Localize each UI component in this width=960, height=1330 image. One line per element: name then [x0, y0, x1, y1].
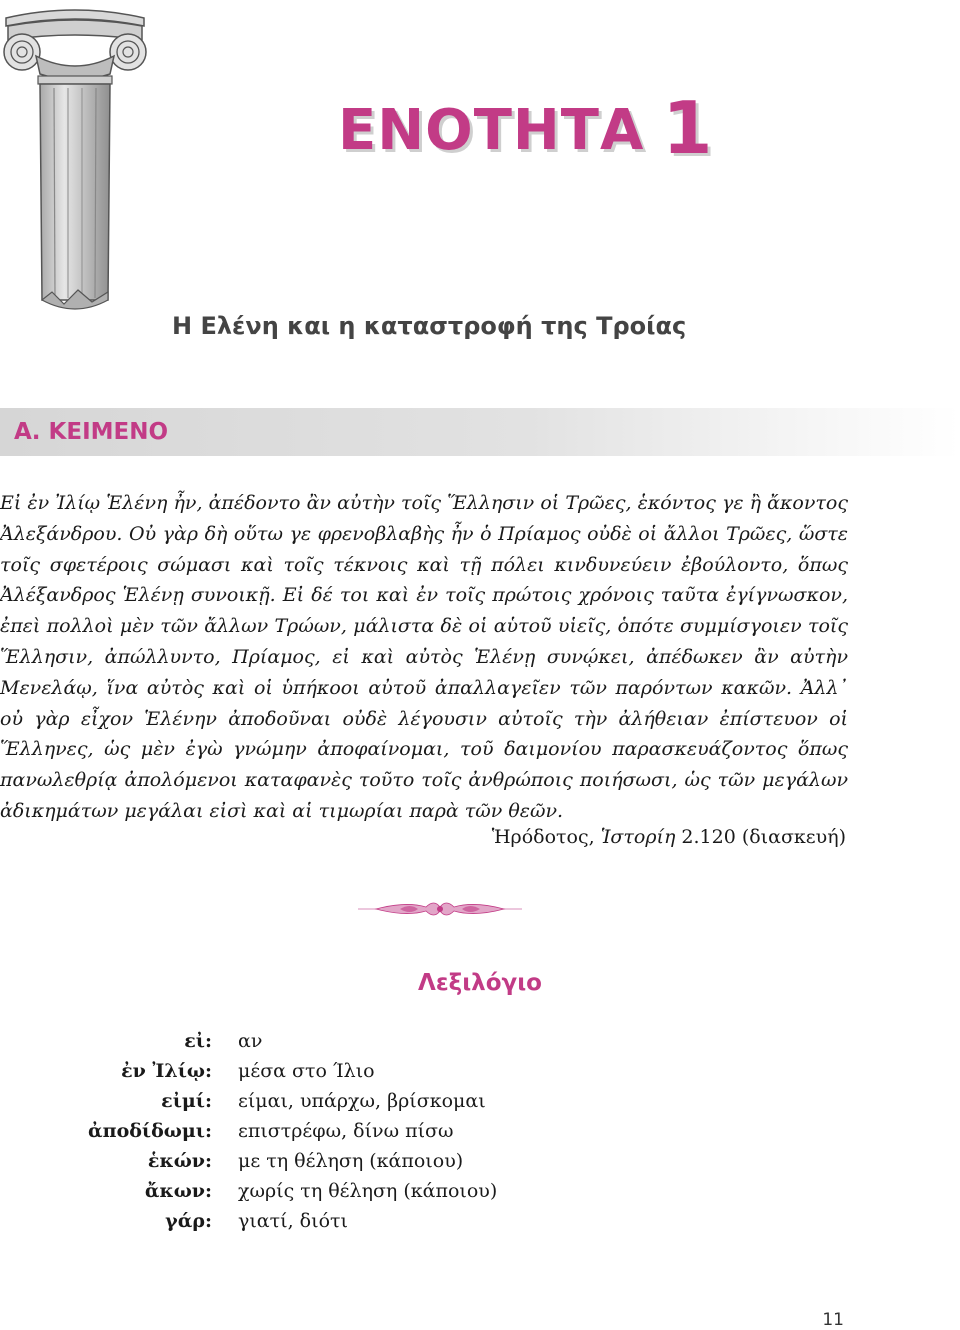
glossary-definition: χωρίς τη θέληση (κάποιου) [238, 1180, 498, 1202]
glossary-term: ἑκών: [147, 1150, 212, 1172]
glossary-entry [0, 1150, 700, 1180]
glossary-entry [0, 1180, 700, 1210]
glossary-entry [0, 1060, 700, 1090]
chapter-label: ΕΝΟΤΗΤΑ [338, 98, 645, 163]
glossary-definition: με τη θέληση (κάποιου) [238, 1150, 464, 1172]
glossary-list [0, 1030, 700, 1240]
glossary-term: ἐν Ἰλίῳ: [121, 1060, 212, 1082]
ionic-column-icon [0, 0, 150, 320]
glossary-term: εἰ: [184, 1030, 212, 1052]
citation-author: Ἡρόδοτος, [491, 826, 601, 848]
glossary-entry [0, 1090, 700, 1120]
section-title: Α. ΚΕΙΜΕΝΟ [14, 419, 169, 445]
glossary-definition: επιστρέφω, δίνω πίσω [238, 1120, 454, 1142]
glossary-term: ἀποδίδωμι: [88, 1120, 212, 1142]
ancient-text-passage: Εἰ ἐν Ἰλίῳ Ἑλένη ἦν, ἀπέδοντο ἂν αὐτὴν τοῖς Ἕλλησιν οἱ Τρῶες, ἑκόντος γε ἢ ἄκοντος Ἀλεξάνδρου. Οὐ γὰρ δὴ οὕτω γε φρενοβλαβὴς ἦν ὁ Πρίαμος οὐδὲ οἱ ἄλλοι Τρῶες, ὥστε τοῖς σφετέροις σώμασι καὶ τοῖς τέκνοις καὶ τῇ πόλει κινδυνεύειν ἐβούλοντο, ὅπως Ἀλέξανδρος Ἑλένῃ συνοικῇ. Εἰ δέ τοι καὶ ἐν τοῖς πρώτοις χρόνοις ταῦτα ἐγίγνωσκον, ἐπεὶ πολλοὶ μὲν τῶν ἄλλων Τρώων, μάλιστα δὲ οἱ αὑτοῦ υἱεῖς, ὁπότε συμμίσγοιεν τοῖς Ἕλλησιν, ἀπώλλυντο, Πρίαμος, εἰ καὶ αὐτὸς Ἑλένῃ συνῴκει, ἀπέδωκεν ἂν αὐτὴν Μενελάῳ, ἵνα αὐτὸς καὶ οἱ ὑπήκοοι αὐτοῦ ἀπαλλαγεῖεν τῶν παρόντων κακῶν. Ἀλλ᾽ οὐ γὰρ εἶχον Ἑλένην ἀποδοῦναι οὐδὲ λέγουσιν αὐτοῖς τὴν ἀλήθειαν ἐπίστευον οἱ Ἕλληνες, ὡς μὲν ἐγὼ γνώμην ἀποφαίνομαι, τοῦ δαιμονίου παρασκευάζοντος ὅπως πανωλεθρίᾳ ἀπολόμενοι καταφανὲς τοῦτο τοῖς ἀνθρώποις ποιήσωσι, ὡς τῶν μεγάλων ἀδικημάτων μεγάλαι εἰσὶ καὶ αἱ τιμωρίαι παρὰ τῶν θεῶν. [0, 492, 848, 822]
chapter-title [338, 82, 714, 170]
glossary-entry [0, 1210, 700, 1240]
citation-ref: 2.120 (διασκευή) [675, 826, 846, 848]
glossary-definition: αν [238, 1030, 263, 1052]
glossary-entry [0, 1030, 700, 1060]
glossary-title: Λεξιλόγιο [418, 970, 542, 996]
glossary-definition: γιατί, διότι [238, 1210, 348, 1232]
glossary-entry [0, 1120, 700, 1150]
glossary-definition: μέσα στο Ίλιο [238, 1060, 375, 1082]
flourish-ornament-icon [356, 895, 524, 923]
glossary-term: ἄκων: [144, 1180, 212, 1202]
citation-work: Ἱστορίη [600, 826, 676, 848]
source-citation [492, 826, 846, 848]
glossary-definition: είμαι, υπάρχω, βρίσκομαι [238, 1090, 486, 1112]
page-number: 11 [822, 1310, 844, 1330]
lesson-title: Η Ελένη και η καταστροφή της Τροίας [172, 312, 687, 340]
chapter-number: 1 [662, 86, 714, 170]
glossary-term: γάρ: [165, 1210, 212, 1232]
glossary-term: εἰμί: [161, 1090, 212, 1112]
